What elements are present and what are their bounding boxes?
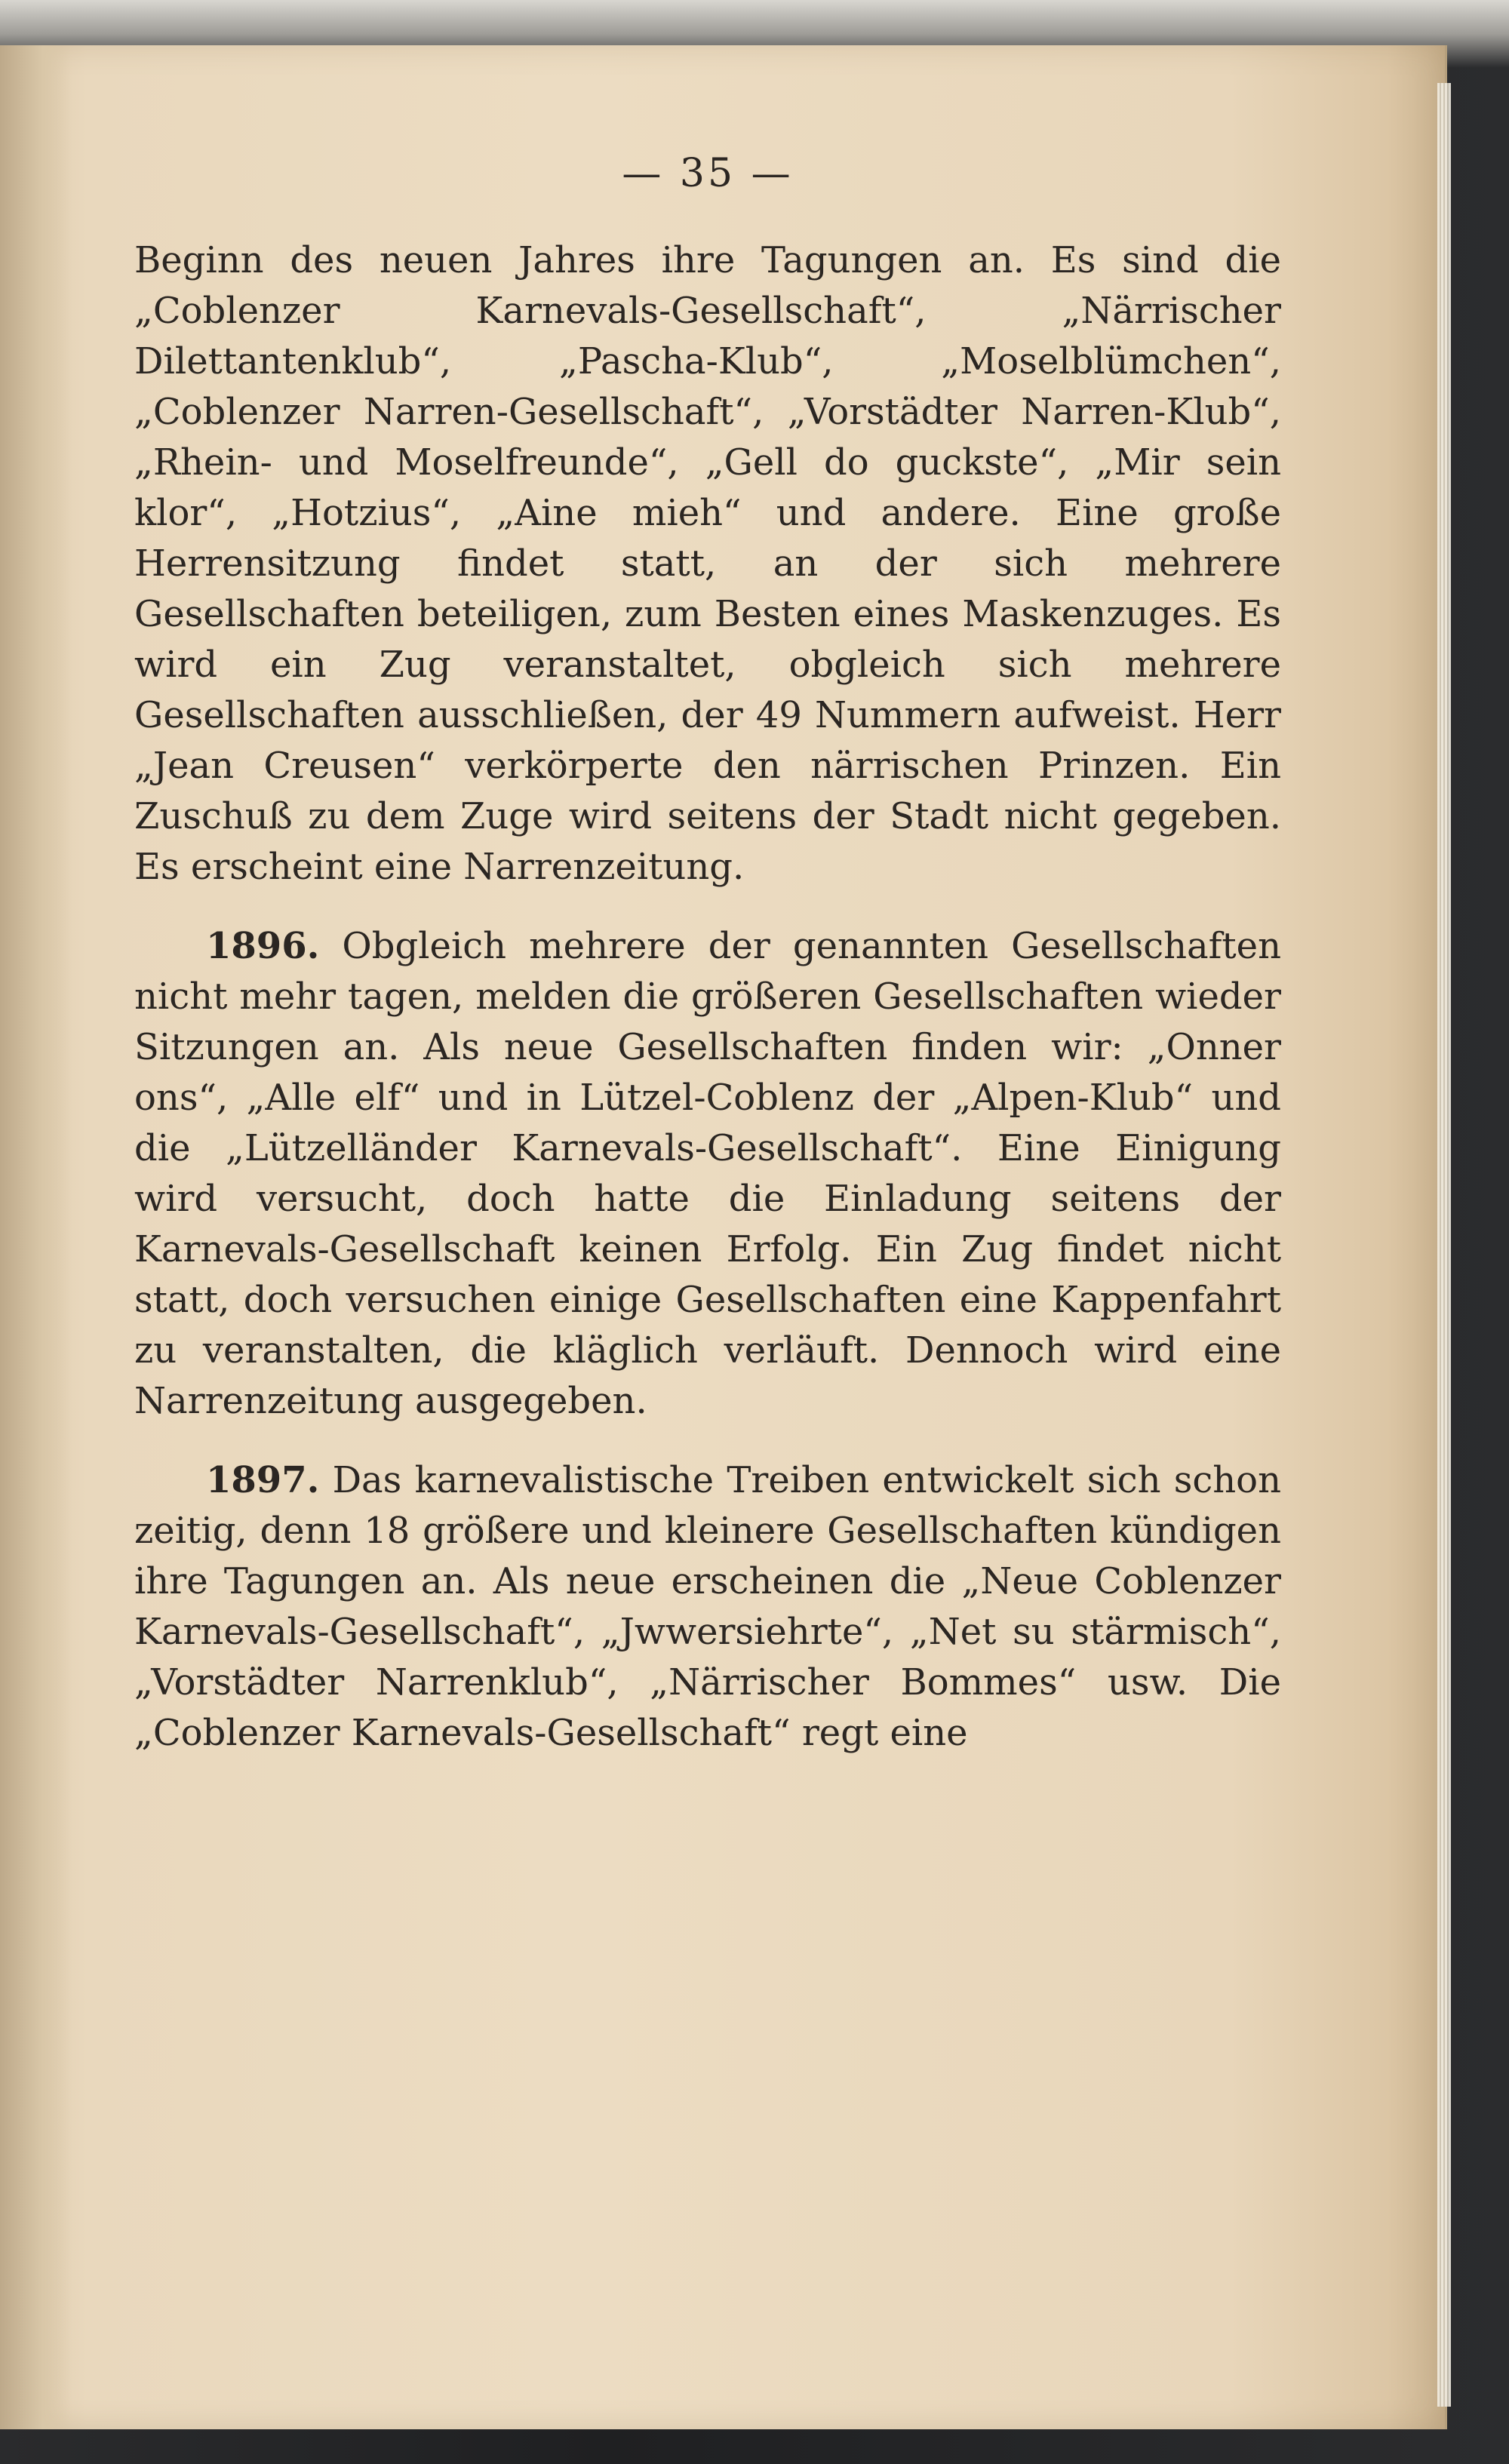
paragraph-3 xyxy=(134,1455,1281,1759)
paragraph-1-text: Beginn des neuen Jahres ihre Tagungen an. Es sind die „Coblenzer Karnevals-Gesellschaft“, „Närrischer Dilettantenklub“, „Pascha-Klub“, „Moselblümchen“, „Coblenzer Narren-Gesellschaft“, „Vorstädter Narren-Klub“, „Rhein- und Moselfreunde“, „Gell do guckste“, „Mir sein klor“, „Hotzius“, „Aine mieh“ und andere. Eine große Herrensitzung findet statt, an der sich mehrere Gesellschaften beteiligen, zum Besten eines Maskenzuges. Es wird ein Zug veranstaltet, obgleich sich mehrere Gesellschaften ausschließen, der 49 Nummern aufweist. Herr „Jean Creusen“ verkörperte den närrischen Prinzen. Ein Zuschuß zu dem Zuge wird seitens der Stadt nicht gegeben. Es erscheint eine Narrenzeitung. xyxy=(134,239,1281,888)
page-text-block xyxy=(134,151,1281,1759)
page-number: — 35 — xyxy=(622,151,794,196)
page-edges xyxy=(1437,83,1451,2407)
paragraph-2-year: 1896. xyxy=(206,925,320,967)
paragraph-1 xyxy=(134,235,1281,893)
paragraph-2-text: Obgleich mehrere der genannten Gesellschaften nicht mehr tagen, melden die größeren Gesellschaften wieder Sitzungen an. Als neue Gesellschaften finden wir: „Onner ons“, „Alle elf“ und in Lützel-Coblenz der „Alpen-Klub“ und die „Lützelländer Karnevals-Gesellschaft“. Eine Einigung wird versucht, doch hatte die Einladung seitens der Karnevals-Gesellschaft keinen Erfolg. Ein Zug findet nicht statt, doch versuchen einige Gesellschaften eine Kappenfahrt zu veranstalten, die kläglich verläuft. Dennoch wird eine Narrenzeitung ausgegeben. xyxy=(134,925,1281,1422)
paragraph-3-year: 1897. xyxy=(206,1459,320,1501)
paragraph-2 xyxy=(134,921,1281,1427)
paragraph-3-text: Das karnevalistische Treiben entwickelt sich schon zeitig, denn 18 größere und kleinere Gesellschaften kündigen ihre Tagungen an. Als neue erscheinen die „Neue Coblenzer Karnevals-Gesellschaft“, „Jwwersiehrte“, „Net su stärmisch“, „Vorstädter Narrenklub“, „Närrischer Bommes“ usw. Die „Coblenzer Karnevals-Gesellschaft“ regt eine xyxy=(134,1459,1281,1754)
page-gutter xyxy=(0,45,72,2429)
